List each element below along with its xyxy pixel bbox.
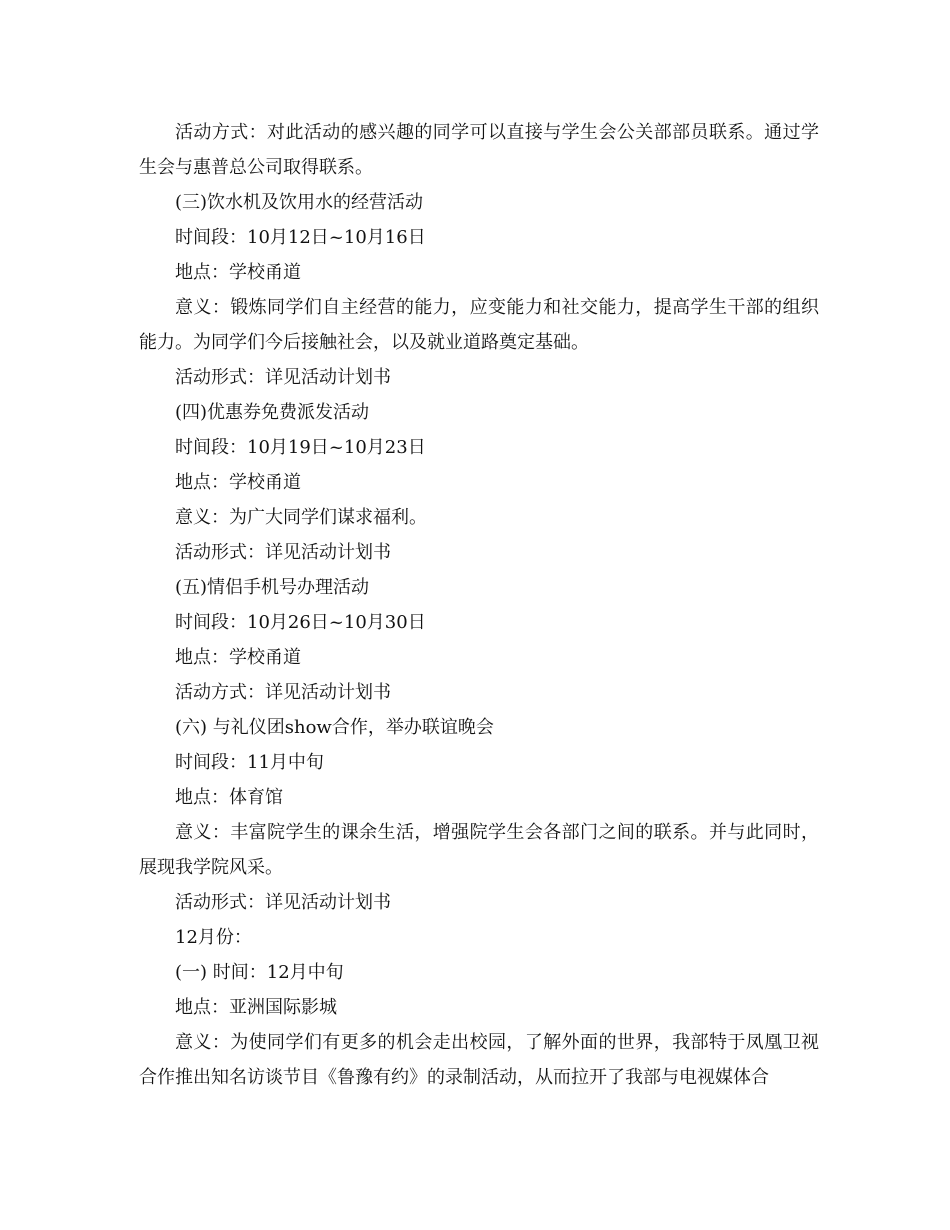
paragraph-location-5: 地点：学校甬道 [175,647,301,668]
paragraph-section-6-title: (六) 与礼仪团show合作，举办联谊晚会 [175,717,494,738]
paragraph-meaning-4: 意义：为广大同学们谋求福利。 [175,507,427,528]
paragraph-location-6: 地点：体育馆 [175,787,283,808]
paragraph-time-6: 时间段：11月中旬 [175,752,324,773]
paragraph-december-1-location: 地点：亚洲国际影城 [175,997,337,1018]
paragraph-time-3: 时间段：10月12日~10月16日 [175,227,426,248]
paragraph-location-4: 地点：学校甬道 [175,472,301,493]
paragraph-form-4: 活动形式：详见活动计划书 [175,542,391,563]
paragraph-activity-method-1: 活动方式：对此活动的感兴趣的同学可以直接与学生会公关部部员联系。通过学生会与惠普总公司取得联系。 [139,122,819,178]
paragraph-method-5: 活动方式：详见活动计划书 [175,682,391,703]
paragraph-time-4: 时间段：10月19日~10月23日 [175,437,426,458]
paragraph-section-5-title: (五)情侣手机号办理活动 [175,577,370,598]
paragraph-time-5: 时间段：10月26日~10月30日 [175,612,426,633]
paragraph-december-heading: 12月份： [175,927,252,948]
paragraph-december-1-meaning: 意义：为使同学们有更多的机会走出校园，了解外面的世界，我部特于凤凰卫视合作推出知名访谈节目《鲁豫有约》的录制活动，从而拉开了我部与电视媒体合 [139,1032,819,1088]
paragraph-december-1-time: (一) 时间：12月中旬 [175,962,344,983]
paragraph-meaning-3: 意义：锻炼同学们自主经营的能力，应变能力和社交能力，提高学生干部的组织能力。为同学们今后接触社会，以及就业道路奠定基础。 [139,297,819,353]
paragraph-location-3: 地点：学校甬道 [175,262,301,283]
document-body [139,115,819,1095]
paragraph-form-6: 活动形式：详见活动计划书 [175,892,391,913]
paragraph-section-3-title: (三)饮水机及饮用水的经营活动 [175,192,424,213]
paragraph-form-3: 活动形式：详见活动计划书 [175,367,391,388]
paragraph-meaning-6: 意义：丰富院学生的课余生活，增强院学生会各部门之间的联系。并与此同时，展现我学院风采。 [139,822,819,878]
paragraph-section-4-title: (四)优惠券免费派发活动 [175,402,370,423]
